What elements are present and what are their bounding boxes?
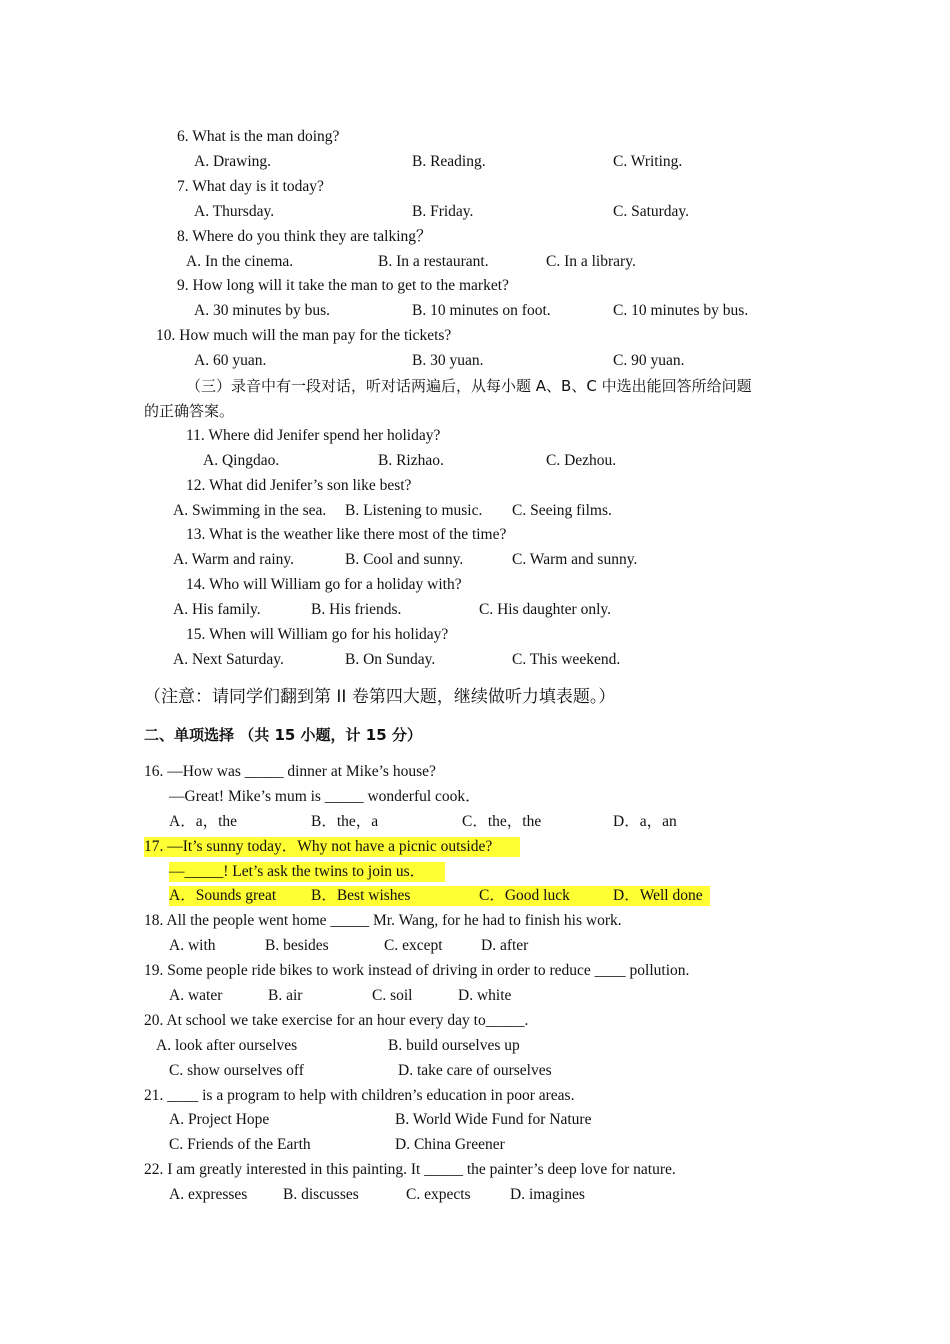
question-16: 16. —How was _____ dinner at Mike’s house? (144, 763, 436, 780)
q22-option-d: D. imagines (510, 1186, 585, 1203)
question-16-reply: —Great! Mike’s mum is _____ wonderful cook． (169, 788, 481, 805)
q16-option-d: D．a，an (613, 813, 677, 830)
q9-option-c: C. 10 minutes by bus. (613, 302, 749, 319)
q15-option-a: A. Next Saturday. (173, 651, 284, 668)
question-19: 19. Some people ride bikes to work instead of driving in order to reduce ____ pollution. (144, 962, 690, 979)
q14-option-c: C. His daughter only. (479, 601, 612, 618)
q16-option-c: C．the，the (462, 813, 542, 830)
q16-option-b: B．the，a (311, 813, 379, 830)
q9-option-b: B. 10 minutes on foot. (412, 302, 551, 319)
q12-option-b: B. Listening to music. (345, 502, 483, 519)
q20-option-b: B. build ourselves up (388, 1037, 520, 1054)
q6-option-c: C. Writing. (613, 153, 683, 170)
q8-option-a: A. In the cinema. (186, 253, 294, 270)
q17-option-b: B．Best wishes (311, 887, 411, 904)
q20-option-a: A. look after ourselves (156, 1037, 298, 1054)
q11-option-b: B. Rizhao. (378, 452, 444, 469)
q19-option-a: A. water (169, 987, 223, 1004)
section3-instruction: （三）录音中有一段对话，听对话两遍后，从每小题 A、B、C 中选出能回答所给问题 (186, 377, 752, 395)
q15-option-c: C. This weekend. (512, 651, 621, 668)
q10-option-b: B. 30 yuan. (412, 352, 484, 369)
q18-option-d: D. after (481, 937, 529, 954)
question-12: 12. What did Jenifer’s son like best? (186, 477, 412, 494)
q21-option-a: A. Project Hope (169, 1111, 270, 1128)
q11-option-a: A. Qingdao. (203, 452, 280, 469)
q22-option-b: B. discusses (283, 1186, 359, 1203)
q19-option-b: B. air (268, 987, 303, 1004)
question-18: 18. All the people went home _____ Mr. Wang, for he had to finish his work. (144, 912, 622, 929)
q19-option-d: D. white (458, 987, 512, 1004)
q7-option-b: B. Friday. (412, 203, 474, 220)
q10-option-c: C. 90 yuan. (613, 352, 685, 369)
question-13: 13. What is the weather like there most of the time? (186, 526, 507, 543)
q6-option-b: B. Reading. (412, 153, 486, 170)
q19-option-c: C. soil (372, 987, 413, 1004)
question-11: 11. Where did Jenifer spend her holiday? (186, 427, 441, 444)
section3-instruction-cont: 的正确答案。 (144, 402, 235, 420)
section2-heading: 二、单项选择 （共 15 小题，计 15 分） (144, 726, 422, 744)
question-6: 6. What is the man doing? (177, 128, 340, 145)
question-20: 20. At school we take exercise for an hour every day to_____. (144, 1012, 529, 1029)
q15-option-b: B. On Sunday. (345, 651, 436, 668)
q14-option-a: A. His family. (173, 601, 261, 618)
question-7: 7. What day is it today? (177, 178, 324, 195)
q16-option-a: A．a，the (169, 813, 238, 830)
q21-option-b: B. World Wide Fund for Nature (395, 1111, 592, 1128)
q13-option-a: A. Warm and rainy. (173, 551, 294, 568)
q22-option-a: A. expresses (169, 1186, 248, 1203)
question-15: 15. When will William go for his holiday? (186, 626, 449, 643)
q17-option-c: C．Good luck (479, 887, 570, 904)
question-17-reply: —_____! Let’s ask the twins to join us． (169, 862, 445, 882)
q11-option-c: C. Dezhou. (546, 452, 617, 469)
q21-option-d: D. China Greener (395, 1136, 505, 1153)
q9-option-a: A. 30 minutes by bus. (194, 302, 331, 319)
q10-option-a: A. 60 yuan. (194, 352, 267, 369)
q20-option-d: D. take care of ourselves (398, 1062, 552, 1079)
q17-option-a: A．Sounds great (169, 887, 277, 904)
q13-option-b: B. Cool and sunny. (345, 551, 464, 568)
q12-option-c: C. Seeing films. (512, 502, 612, 519)
q21-option-c: C. Friends of the Earth (169, 1136, 311, 1153)
q18-option-b: B. besides (265, 937, 329, 954)
q8-option-c: C. In a library. (546, 253, 636, 270)
question-10: 10. How much will the man pay for the tickets? (156, 327, 452, 344)
q14-option-b: B. His friends. (311, 601, 402, 618)
q17-option-d: D．Well done (613, 887, 703, 904)
question-8: 8. Where do you think they are talking？ (177, 228, 432, 245)
q6-option-a: A. Drawing. (194, 153, 272, 170)
q22-option-c: C. expects (406, 1186, 471, 1203)
q18-option-c: C. except (384, 937, 443, 954)
q7-option-a: A. Thursday. (194, 203, 275, 220)
question-21: 21. ____ is a program to help with children’s education in poor areas. (144, 1087, 575, 1104)
q7-option-c: C. Saturday. (613, 203, 690, 220)
question-17: 17. —It’s sunny today．Why not have a picnic outside? (144, 837, 520, 857)
q8-option-b: B. In a restaurant. (378, 253, 489, 270)
question-9: 9. How long will it take the man to get to the market? (177, 277, 509, 294)
question-22: 22. I am greatly interested in this painting. It _____ the painter’s deep love for nature. (144, 1161, 676, 1178)
question-14: 14. Who will William go for a holiday with? (186, 576, 462, 593)
turn-page-note: （注意：请同学们翻到第 II 卷第四大题，继续做听力填表题。） (144, 687, 616, 707)
q13-option-c: C. Warm and sunny. (512, 551, 638, 568)
q12-option-a: A. Swimming in the sea. (173, 502, 327, 519)
q18-option-a: A. with (169, 937, 216, 954)
q20-option-c: C. show ourselves off (169, 1062, 304, 1079)
